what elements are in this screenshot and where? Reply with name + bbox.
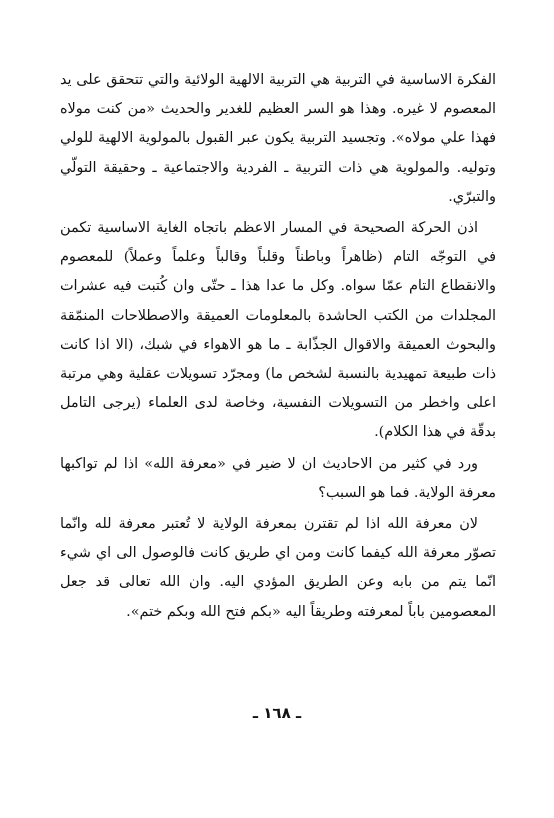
paragraph-2: اذن الحركة الصحيحة في المسار الاعظم باتجاه الغاية الاساسية تكمن في التوجّه التام (ظاهراً وباطناً وقلباً وقالباً وعلماً وعملاً) للمعصوم والانقطاع التام عمّا سواه. وكل ما عدا هذا ـ حتّى وان كُتبت فيه عشرات المجلدات من الكتب الحاشدة بالمعلومات العميقة والاصطلاحات المنمّقة والبحوث العميقة والاقوال الجذّابة ـ ما هو الاهواء في شبك، (الا اذا كانت ذات طبيعة تمهيدية بالنسبة لشخص ما) ومجرّد تسويلات عقلية وهي مرتبة اعلى واخطر من التسويلات النفسية، وخاصة لدى العلماء (يرجى التامل بدقّة في هذا الكلام). [60, 220, 496, 441]
page-number: ـ ١٦٨ ـ [252, 704, 302, 722]
paragraph-3: ورد في كثير من الاحاديث ان لا ضير في «معرفة الله» اذا لم تواكبها معرفة الولاية. فما هو السبب؟ [60, 455, 496, 501]
body-text [60, 66, 496, 627]
paragraph-1: الفكرة الاساسية في التربية هي التربية الالهية الولائية والتي تتحقق على يد المعصوم لا غيره. وهذا هو السر العظيم للغدير والحديث «من كنت مولاه فهذا علي مولاه». وتجسيد التربية يكون عبر القبول بالمولوية الالهية للولي وتوليه. والمولوية هي ذات التربية ـ الفردية والاجتماعية ـ وحقيقة التولّي والتبرّي. [60, 72, 496, 205]
paragraph-4: لان معرفة الله اذا لم تقترن بمعرفة الولاية لا تُعتبر معرفة لله وانّما تصوّر معرفة الله كيفما كانت ومن اي طريق كانت فالوصول الى اي شيء انّما يتم من بابه وعن الطريق المؤدي اليه. وان الله تعالى قد جعل المعصومين باباً لمعرفته وطريقاً اليه «بكم فتح الله وبكم ختم». [60, 516, 496, 620]
